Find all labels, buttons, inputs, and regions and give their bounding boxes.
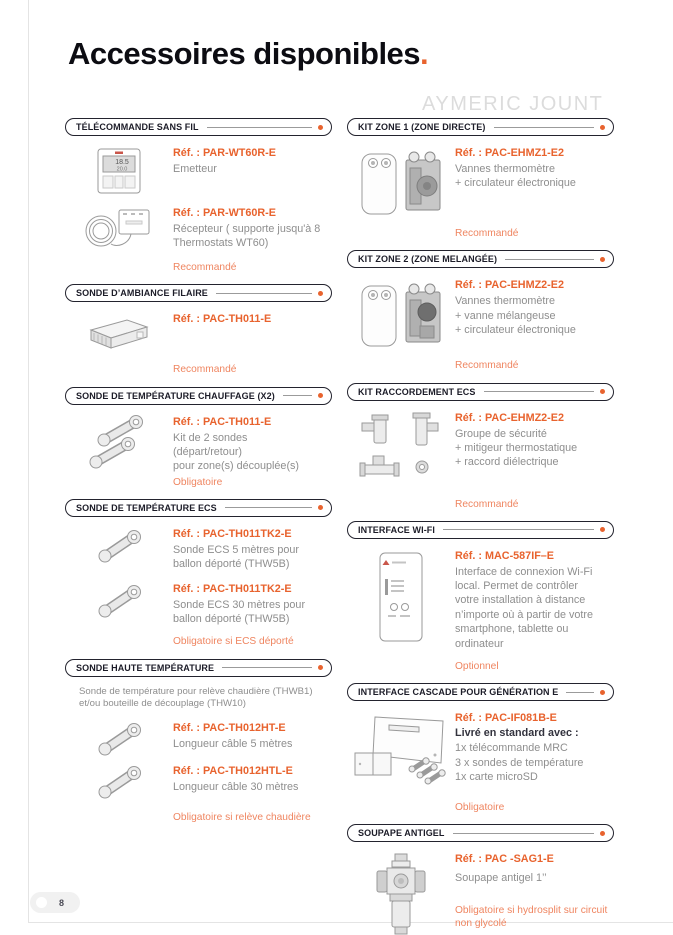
status-badge: Recommandé — [173, 262, 237, 273]
product-desc: 1x télécommande MRC — [455, 742, 568, 755]
fittings-icon — [358, 411, 444, 489]
section-sonde-temperature-ecs — [65, 499, 332, 649]
product-desc: Longueur câble 5 mètres — [173, 738, 293, 751]
section-kit-zone-2 — [347, 250, 614, 372]
status-badge: Obligatoire — [173, 476, 223, 488]
product-desc: (départ/retour) — [173, 445, 243, 458]
product-desc: n’importe où à partir de votre — [455, 608, 594, 621]
status-badge: Optionnel — [455, 660, 499, 672]
product-desc: Thermostats WT60) — [173, 237, 269, 250]
product-desc: Groupe de sécurité — [455, 427, 547, 440]
product-text — [173, 414, 332, 474]
section-header-label: SONDE HAUTE TEMPÉRATURE — [76, 662, 215, 673]
product-desc: 3 x sondes de température — [455, 756, 584, 769]
product-desc: + mitigeur thermostatique — [455, 441, 578, 454]
antifreeze-valve-icon — [373, 852, 429, 935]
section-intro-text: Sonde de température pour relève chaudière (THWB1) et/ou bouteille de découplage (THW10) — [79, 685, 313, 710]
section-sonde-temperature-chauffage — [65, 387, 332, 489]
section-header-label: KIT ZONE 1 (ZONE DIRECTE) — [358, 122, 486, 132]
page-number: 8 — [59, 897, 65, 908]
product-text — [173, 145, 332, 196]
page-title — [68, 36, 428, 72]
product-ref: Réf. : PAC-EHMZ2-E2 — [455, 411, 564, 424]
product-desc: Sonde ECS 30 mètres pour — [173, 598, 306, 611]
product-text — [455, 710, 614, 785]
product-desc: pour zone(s) découplée(s) — [173, 460, 300, 473]
header-rule — [225, 507, 312, 508]
product-ref: Réf. : PAC-EHMZ1-E2 — [455, 147, 564, 159]
orange-dot-icon — [318, 393, 323, 398]
section-header-pill — [347, 824, 614, 842]
product-item — [347, 277, 614, 350]
product-item — [65, 763, 332, 802]
product-desc: ballon déporté (THW5B) — [173, 612, 290, 625]
product-ref: Réf. : PAC -SAG1-E — [455, 853, 554, 866]
product-text — [455, 548, 614, 651]
product-item — [347, 410, 614, 489]
product-item — [347, 145, 614, 218]
cascade-interface-icon — [351, 711, 451, 785]
product-ref: Réf. : PAC-TH011-E — [173, 415, 272, 428]
section-header-pill — [65, 118, 332, 136]
product-desc: Longueur câble 30 mètres — [173, 781, 299, 794]
zone-kit-icon — [356, 278, 446, 350]
product-image — [65, 311, 173, 354]
section-header-label: SONDE DE TEMPÉRATURE ECS — [76, 502, 217, 513]
status-badge: Recommandé — [173, 364, 237, 376]
watermark-text: AYMERIC JOUNT — [422, 93, 604, 115]
section-interface-cascade — [347, 683, 614, 814]
product-item — [347, 548, 614, 651]
product-ref: Réf. : PAR-WT60R-E — [173, 147, 276, 159]
product-ref: Réf. : PAC-TH011-E — [173, 313, 272, 326]
product-item — [65, 414, 332, 474]
sonde-icon — [92, 582, 146, 622]
product-text — [455, 410, 614, 489]
header-rule — [484, 391, 594, 392]
product-image — [347, 851, 455, 935]
orange-dot-icon — [600, 527, 605, 532]
product-image — [65, 581, 173, 627]
product-ref: Réf. : PAC-TH011TK2-E — [173, 527, 292, 540]
product-desc: Interface de connexion Wi-Fi — [455, 565, 593, 578]
header-rule — [207, 127, 312, 128]
product-ref: Réf. : PAR-WT60R-E — [173, 207, 276, 219]
product-ref: Réf. : PAC-TH012HTL-E — [173, 765, 293, 778]
status-badge: Recommandé — [455, 498, 519, 510]
section-sonde-haute-temperature — [65, 659, 332, 825]
orange-dot-icon — [318, 505, 323, 510]
product-desc: + raccord diélectrique — [455, 456, 559, 469]
product-item — [65, 205, 332, 252]
page-number-dot-icon — [36, 897, 47, 908]
page-number-pill — [30, 892, 80, 913]
product-text — [173, 763, 332, 802]
header-rule — [453, 833, 594, 834]
section-header-pill — [65, 499, 332, 517]
content-columns — [65, 118, 614, 935]
product-image — [347, 410, 455, 489]
header-rule — [283, 395, 312, 396]
product-text — [173, 205, 332, 252]
page-edge-left — [28, 0, 29, 922]
product-desc: Kit de 2 sondes — [173, 431, 248, 444]
product-desc: Vannes thermomètre — [455, 295, 556, 308]
product-image — [347, 277, 455, 350]
product-desc: ordinateur — [455, 637, 504, 650]
product-image — [65, 414, 173, 474]
section-soupape-antigel — [347, 824, 614, 935]
section-interface-wifi — [347, 521, 614, 673]
product-desc: + circulateur électronique — [455, 323, 576, 336]
product-desc: Sonde ECS 5 mètres pour — [173, 543, 300, 556]
product-desc: Emetteur — [173, 163, 217, 175]
room-sensor-icon — [85, 312, 153, 354]
header-rule — [494, 127, 594, 128]
section-header-label: KIT ZONE 2 (ZONE MELANGÉE) — [358, 254, 498, 265]
status-badge: Obligatoire si ECS déporté — [173, 636, 294, 648]
status-badge: Recommandé — [455, 360, 519, 372]
title-accent-dot: . — [420, 36, 429, 71]
product-desc: Récepteur ( supporte jusqu'à 8 — [173, 223, 321, 235]
orange-dot-icon — [318, 665, 323, 670]
product-item — [65, 720, 332, 759]
orange-dot-icon — [318, 125, 323, 130]
section-telecommande-sans-fil — [65, 118, 332, 274]
header-rule — [222, 667, 312, 668]
product-ref: Réf. : PAC-TH012HT-E — [173, 722, 286, 735]
section-header-label: SONDE DE TEMPÉRATURE CHAUFFAGE (X2) — [76, 390, 275, 401]
product-item — [65, 581, 332, 627]
product-ref: Réf. : PAC-IF081B-E — [455, 712, 557, 725]
orange-dot-icon — [318, 291, 323, 296]
product-image — [65, 145, 173, 196]
wifi-interface-icon — [372, 549, 430, 645]
section-header-label: INTERFACE CASCADE POUR GÉNÉRATION E — [358, 687, 559, 698]
header-rule — [566, 692, 594, 693]
section-header-pill — [347, 521, 614, 539]
section-header-label: SOUPAPE ANTIGEL — [358, 828, 445, 839]
section-header-pill — [65, 284, 332, 302]
product-desc: Soupape antigel 1’’ — [455, 872, 547, 885]
sonde-icon — [92, 721, 146, 759]
status-badge: Obligatoire — [455, 802, 505, 814]
product-desc: votre installation à distance — [455, 594, 586, 607]
section-header-pill — [65, 387, 332, 405]
section-header-pill — [347, 250, 614, 268]
receiver-icon — [83, 206, 155, 252]
status-badge: Recommandé — [455, 228, 519, 239]
section-header-label: SONDE D’AMBIANCE FILAIRE — [76, 288, 208, 299]
product-text — [455, 851, 614, 935]
section-header-pill — [347, 683, 614, 701]
product-item — [65, 311, 332, 354]
header-rule — [443, 529, 594, 530]
right-column — [347, 118, 614, 935]
orange-dot-icon — [600, 690, 605, 695]
svg-text:18.5: 18.5 — [115, 159, 129, 166]
orange-dot-icon — [600, 125, 605, 130]
product-ref: Réf. : MAC-587IF–E — [455, 549, 554, 562]
sonde-pair-icon — [86, 415, 152, 469]
product-text — [173, 581, 332, 627]
product-desc: Vannes thermomètre — [455, 163, 556, 175]
orange-dot-icon — [600, 831, 605, 836]
section-header-label: KIT RACCORDEMENT ECS — [358, 386, 476, 397]
product-image — [347, 548, 455, 651]
status-badge: Obligatoire si relève chaudière — [173, 812, 311, 824]
section-header-label: TÉLÉCOMMANDE SANS FIL — [76, 122, 199, 132]
sonde-icon — [92, 527, 146, 567]
section-sonde-ambiance-filaire — [65, 284, 332, 376]
page-title-text: Accessoires disponibles — [68, 36, 421, 71]
product-desc: local. Permet de contrôler — [455, 580, 579, 593]
product-desc: + circulateur électronique — [455, 177, 576, 190]
product-image — [347, 145, 455, 218]
orange-dot-icon — [600, 389, 605, 394]
product-text — [455, 277, 614, 350]
product-desc: smartphone, tablette ou — [455, 623, 569, 636]
product-text — [173, 720, 332, 759]
section-kit-zone-1 — [347, 118, 614, 240]
sonde-icon — [92, 764, 146, 802]
product-image — [65, 526, 173, 572]
product-desc: + vanne mélangeuse — [455, 309, 556, 322]
left-column — [65, 118, 332, 935]
header-rule — [216, 293, 312, 294]
thermostat-icon — [95, 146, 143, 196]
section-header-pill — [347, 383, 614, 401]
zone-kit-icon — [356, 146, 446, 218]
product-image — [65, 205, 173, 252]
product-text — [455, 145, 614, 218]
product-desc: ballon déporté (THW5B) — [173, 558, 290, 571]
product-item — [347, 851, 614, 935]
section-header-label: INTERFACE WI-FI — [358, 524, 435, 535]
product-item — [65, 526, 332, 572]
product-item — [65, 145, 332, 196]
product-image — [65, 720, 173, 759]
product-ref: Réf. : PAC-EHMZ2-E2 — [455, 279, 564, 292]
product-image — [347, 710, 455, 785]
product-image — [65, 763, 173, 802]
product-item — [347, 710, 614, 785]
product-desc: 1x carte microSD — [455, 770, 538, 783]
product-ref: Réf. : PAC-TH011TK2-E — [173, 582, 292, 595]
orange-dot-icon — [600, 257, 605, 262]
section-header-pill — [347, 118, 614, 136]
product-bold-desc: Livré en standard avec : — [455, 727, 579, 740]
header-rule — [505, 259, 594, 260]
status-badge: Obligatoire si hydrosplit sur circuit non glycolé — [455, 904, 608, 930]
section-header-pill — [65, 659, 332, 677]
section-kit-raccordement-ecs — [347, 383, 614, 511]
svg-text:20.0: 20.0 — [116, 166, 128, 173]
product-text — [173, 311, 332, 354]
product-text — [173, 526, 332, 572]
